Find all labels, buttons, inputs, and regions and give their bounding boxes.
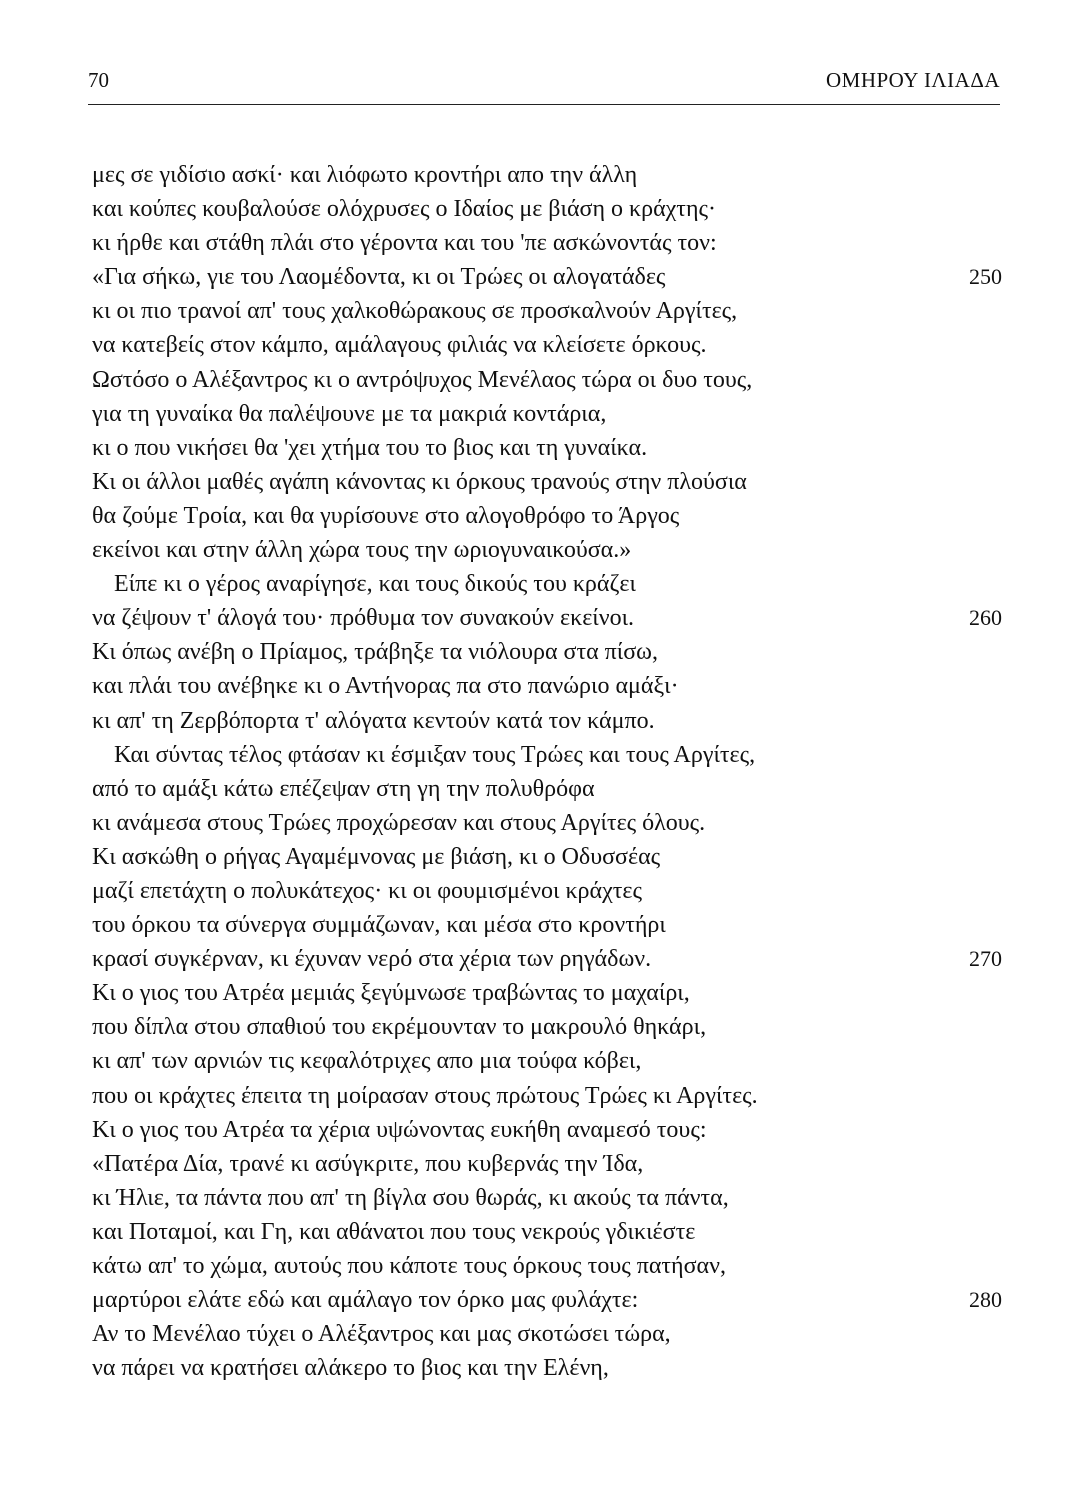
line-number: 250 bbox=[969, 264, 1002, 290]
verse-line bbox=[92, 499, 1002, 533]
verse-line bbox=[92, 840, 1002, 874]
verse-line bbox=[92, 635, 1002, 669]
verse-line-text: κι Ήλιε, τα πάντα που απ' τη βίγλα σου θωράς, κι ακούς τα πάντα, bbox=[92, 1184, 729, 1211]
verse-line bbox=[92, 567, 1002, 601]
verse-line-text: και Ποταμοί, και Γη, και αθάνατοι που τους νεκρούς γδικιέστε bbox=[92, 1218, 696, 1245]
verse-line-text: εκείνοι και στην άλλη χώρα τους την ωριογυναικούσα.» bbox=[92, 537, 632, 564]
verse-line-text: να πάρει να κρατήσει αλάκερο το βιος και την Ελένη, bbox=[92, 1355, 609, 1382]
verse-line-text: κι ανάμεσα στους Τρώες προχώρεσαν και στους Αργίτες όλους. bbox=[92, 809, 706, 836]
verse-line bbox=[92, 465, 1002, 499]
verse-line-text: Κι ο γιος του Ατρέα τα χέρια υψώνοντας ευκήθη αναμεσό τους: bbox=[92, 1116, 707, 1143]
verse-line-text: κι απ' τη Ζερβόπορτα τ' αλόγατα κεντούν κατά τον κάμπο. bbox=[92, 707, 655, 734]
verse-line bbox=[92, 226, 1002, 260]
line-number: 260 bbox=[969, 605, 1002, 631]
verse-line bbox=[92, 1147, 1002, 1181]
verse-line bbox=[92, 908, 1002, 942]
verse-line bbox=[92, 328, 1002, 362]
verse-line-text: Κι ο γιος του Ατρέα μεμιάς ξεγύμνωσε τραβώντας το μαχαίρι, bbox=[92, 980, 690, 1007]
verse-line bbox=[92, 294, 1002, 328]
verse-line bbox=[92, 1113, 1002, 1147]
verse-line bbox=[92, 874, 1002, 908]
verse-line-text: που οι κράχτες έπειτα τη μοίρασαν στους πρώτους Τρώες κι Αργίτες. bbox=[92, 1082, 758, 1109]
verse-line-text: κάτω απ' το χώμα, αυτούς που κάποτε τους όρκους τους πατήσαν, bbox=[92, 1253, 726, 1279]
line-number: 270 bbox=[969, 946, 1002, 972]
verse-line bbox=[92, 1079, 1002, 1113]
verse-line-text: θα ζούμε Τροία, και θα γυρίσουνε στο αλογοθρόφο το Άργος bbox=[92, 502, 680, 529]
verse-line-text: Κι όπως ανέβη ο Πρίαμος, τράβηξε τα νιόλουρα στα πίσω, bbox=[92, 639, 658, 666]
header-rule bbox=[88, 104, 1000, 105]
verse-line-text: και πλάι του ανέβηκε κι ο Αντήνορας πα στο πανώριο αμάξι· bbox=[92, 673, 679, 700]
verse-line bbox=[92, 397, 1002, 431]
verse-line bbox=[92, 806, 1002, 840]
verse-line-text: Αν το Μενέλαο τύχει ο Αλέξαντρος και μας σκοτώσει τώρα, bbox=[92, 1321, 671, 1348]
verse-line bbox=[92, 1010, 1002, 1044]
verse-line-text: και κούπες κουβαλούσε ολόχρυσες ο Ιδαίος με βιάση ο κράχτης· bbox=[92, 196, 716, 223]
line-number: 280 bbox=[969, 1287, 1002, 1313]
verse-line-text: μαζί επετάχτη ο πολυκάτεχος· κι οι φουμισμένοι κράχτες bbox=[92, 877, 642, 904]
verse-line-text: κι ο που νικήσει θα 'χει χτήμα του το βιος και τη γυναίκα. bbox=[92, 434, 648, 461]
verse-line bbox=[92, 1249, 1002, 1283]
verse-line-text: Κι οι άλλοι μαθές αγάπη κάνοντας κι όρκους τρανούς στην πλούσια bbox=[92, 468, 747, 495]
verse-line-text: κι ήρθε και στάθη πλάι στο γέροντα και του 'πε ασκώνοντάς τον: bbox=[92, 230, 717, 257]
verse-line bbox=[92, 431, 1002, 465]
verse-line bbox=[92, 1283, 1002, 1317]
verse-line bbox=[92, 1317, 1002, 1351]
verse-line bbox=[92, 533, 1002, 567]
verse-line-text: του όρκου τα σύνεργα συμμάζωναν, και μέσα στο κροντήρι bbox=[92, 912, 666, 939]
verse-line-text: Και σύντας τέλος φτάσαν κι έσμιξαν τους Τρώες και τους Αργίτες, bbox=[114, 741, 756, 768]
verse-line-text: που δίπλα στου σπαθιού του εκρέμουνταν το μακρουλό θηκάρι, bbox=[92, 1014, 707, 1041]
verse-line-text: για τη γυναίκα θα παλέψουνε με τα μακριά κοντάρια, bbox=[92, 400, 607, 427]
verse-line bbox=[92, 363, 1002, 397]
verse-line-text: να ζέψουν τ' άλογά του· πρόθυμα τον συνακούν εκείνοι. bbox=[92, 605, 635, 632]
verse-line-text: κι απ' των αρνιών τις κεφαλότριχες απο μια τούφα κόβει, bbox=[92, 1048, 642, 1075]
verse-line bbox=[92, 1044, 1002, 1078]
verse-line bbox=[92, 1181, 1002, 1215]
verse-line bbox=[92, 942, 1002, 976]
verse-line-text: μαρτύροι ελάτε εδώ και αμάλαγο τον όρκο μας φυλάχτε: bbox=[92, 1287, 639, 1314]
verse-line-text: μες σε γιδίσιο ασκί· και λιόφωτο κροντήρι απο την άλλη bbox=[92, 162, 638, 188]
verse-text bbox=[92, 158, 1002, 1385]
verse-line bbox=[92, 976, 1002, 1010]
verse-line bbox=[92, 738, 1002, 772]
verse-line-text: «Πατέρα Δία, τρανέ κι ασύγκριτε, που κυβερνάς την Ίδα, bbox=[92, 1150, 644, 1177]
verse-line-text: κρασί συγκέρναν, κι έχυναν νερό στα χέρια των ρηγάδων. bbox=[92, 946, 652, 973]
running-head bbox=[88, 68, 1000, 98]
verse-line-text: να κατεβείς στον κάμπο, αμάλαγους φιλιάς να κλείσετε όρκους. bbox=[92, 332, 707, 359]
verse-line-text: Ωστόσο ο Αλέξαντρος κι ο αντρόψυχος Μενέλαος τώρα οι δυο τους, bbox=[92, 366, 753, 393]
verse-line bbox=[92, 772, 1002, 806]
verse-line bbox=[92, 260, 1002, 294]
verse-line bbox=[92, 704, 1002, 738]
verse-line-text: Κι ασκώθη ο ρήγας Αγαμέμνονας με βιάση, κι ο Οδυσσέας bbox=[92, 843, 661, 870]
verse-line-text: από το αμάξι κάτω επέζεψαν στη γη την πολυθρόφα bbox=[92, 775, 595, 802]
verse-line bbox=[92, 192, 1002, 226]
verse-line bbox=[92, 1215, 1002, 1249]
book-title: ΟΜΗΡΟΥ ΙΛΙΑΔΑ bbox=[826, 68, 1000, 92]
verse-line bbox=[92, 158, 1002, 192]
verse-line bbox=[92, 601, 1002, 635]
verse-line-text: Είπε κι ο γέρος αναρίγησε, και τους δικούς του κράζει bbox=[114, 571, 636, 598]
verse-line-text: κι οι πιο τρανοί απ' τους χαλκοθώρακους σε προσκαλνούν Αργίτες, bbox=[92, 298, 738, 325]
verse-line-text: «Για σήκω, γιε του Λαομέδοντα, κι οι Τρώες οι αλογατάδες bbox=[92, 264, 666, 291]
verse-line bbox=[92, 1351, 1002, 1385]
page-number: 70 bbox=[88, 68, 109, 92]
verse-line bbox=[92, 669, 1002, 703]
